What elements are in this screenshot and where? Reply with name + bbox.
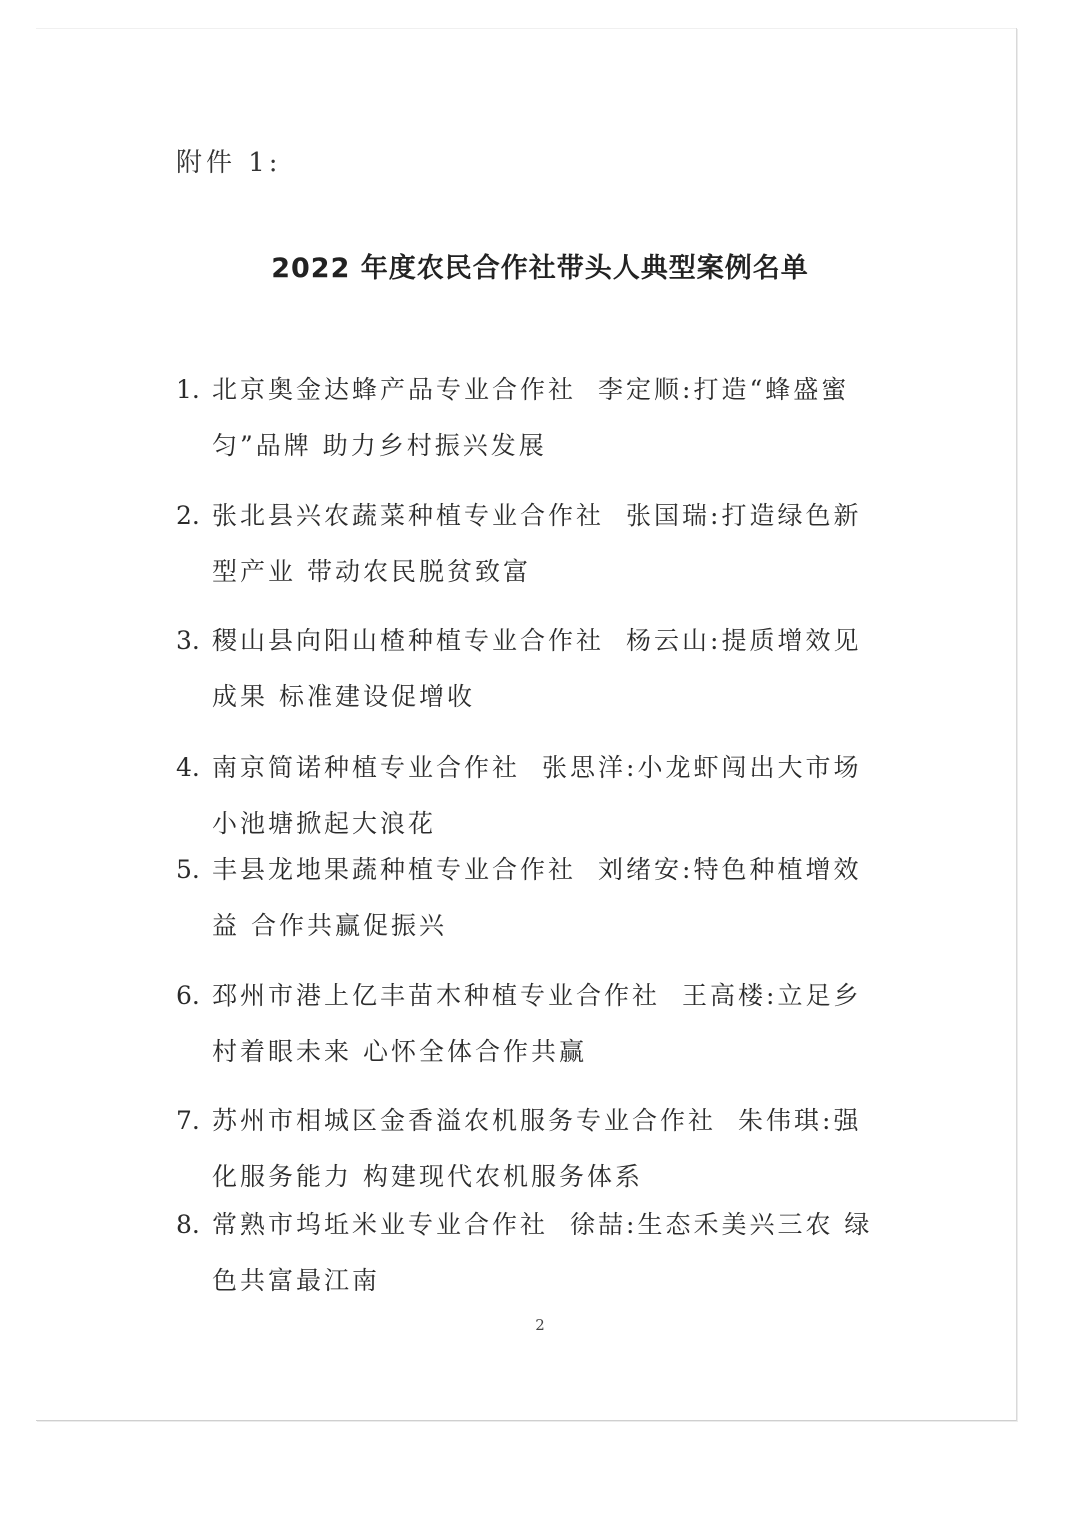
list-item <box>176 613 876 725</box>
item-org: 南京简诺种植专业合作社 <box>212 753 521 782</box>
item-org: 邳州市港上亿丰苗木种植专业合作社 <box>212 981 661 1010</box>
attachment-label: 附件 1: <box>176 148 282 178</box>
item-headline: 杨云山:提质增效见 <box>626 626 862 655</box>
page-number: 2 <box>535 1316 545 1334</box>
item-number: 5. <box>176 855 200 884</box>
list-item <box>176 1093 876 1205</box>
item-org: 丰县龙地果蔬种植专业合作社 <box>212 855 577 884</box>
list-item <box>176 362 876 474</box>
item-number: 1. <box>176 375 200 404</box>
item-org: 稷山县向阳山楂种植专业合作社 <box>212 626 605 655</box>
item-number: 6. <box>176 981 200 1010</box>
item-headline: 刘绪安:特色种植增效 <box>598 855 862 884</box>
item-headline: 李定顺:打造“蜂盛蜜 <box>598 375 850 404</box>
item-org: 北京奥金达蜂产品专业合作社 <box>212 375 577 404</box>
list-item <box>176 968 876 1080</box>
item-headline-continued: 化服务能力 构建现代农机服务体系 <box>212 1162 643 1191</box>
item-headline-continued: 匀”品牌 助力乡村振兴发展 <box>212 431 547 460</box>
item-org: 苏州市相城区金香溢农机服务专业合作社 <box>212 1106 717 1135</box>
item-headline-continued: 益 合作共赢促振兴 <box>212 911 447 940</box>
item-number: 2. <box>176 501 200 530</box>
list-item <box>176 1197 876 1309</box>
scan-edge <box>36 28 1016 29</box>
item-headline: 王高楼:立足乡 <box>682 981 862 1010</box>
item-headline: 张国瑞:打造绿色新 <box>626 501 862 530</box>
item-number: 8. <box>176 1210 200 1239</box>
item-headline: 徐喆:生态禾美兴三农 绿 <box>570 1210 873 1239</box>
item-headline-continued: 色共富最江南 <box>212 1266 381 1295</box>
list-item <box>176 488 876 600</box>
item-headline-continued: 型产业 带动农民脱贫致富 <box>212 557 531 586</box>
item-headline: 朱伟琪:强 <box>738 1106 862 1135</box>
list-item <box>176 740 876 852</box>
item-number: 7. <box>176 1106 200 1135</box>
item-headline-continued: 小池塘掀起大浪花 <box>212 809 437 838</box>
item-headline-continued: 成果 标准建设促增收 <box>212 682 475 711</box>
item-number: 3. <box>176 626 200 655</box>
document-title: 2022 年度农民合作社带头人典型案例名单 <box>271 253 809 284</box>
item-org: 常熟市坞坵米业专业合作社 <box>212 1210 549 1239</box>
item-number: 4. <box>176 753 200 782</box>
item-headline: 张思洋:小龙虾闯出大市场 <box>542 753 862 782</box>
item-headline-continued: 村着眼未来 心怀全体合作共赢 <box>212 1037 587 1066</box>
item-org: 张北县兴农蔬菜种植专业合作社 <box>212 501 605 530</box>
list-item <box>176 842 876 954</box>
